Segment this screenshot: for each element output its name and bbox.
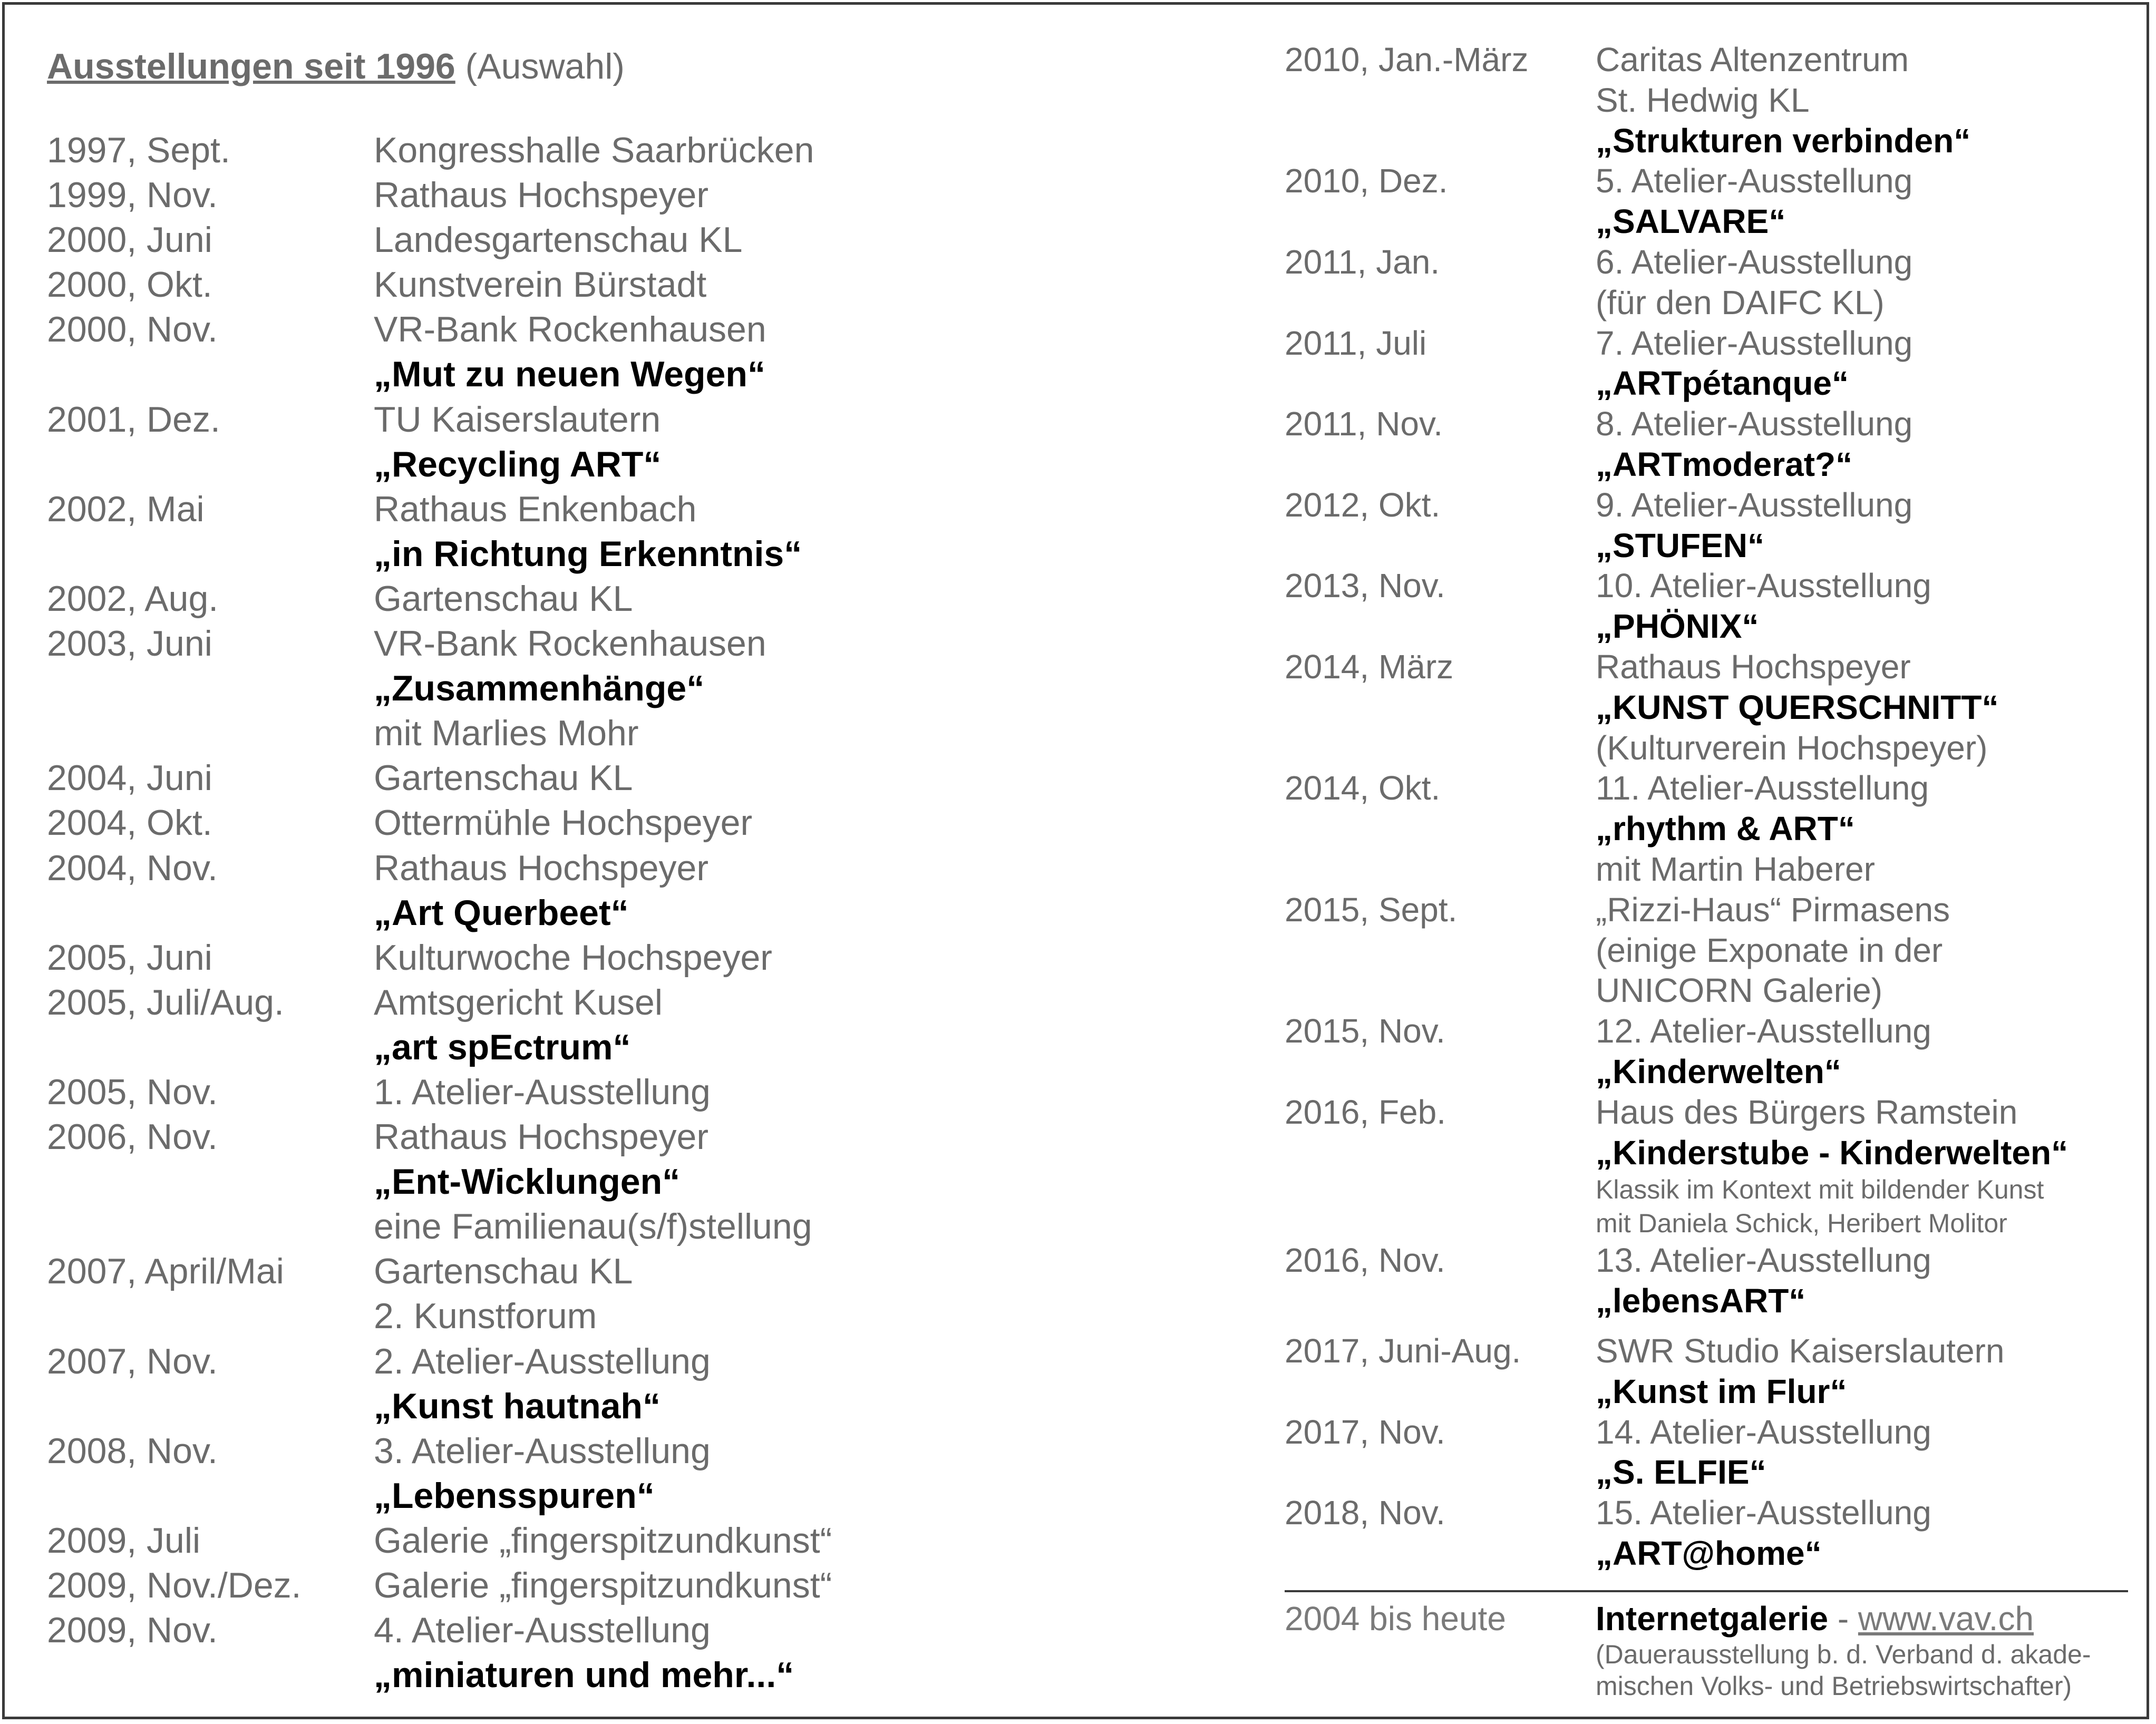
- exhibition-title: „KUNST QUERSCHNITT“: [1596, 688, 1999, 726]
- exhibition-title: „Ent-Wicklungen“: [374, 1162, 681, 1202]
- exhibition-entry: [1285, 1331, 2128, 1412]
- page-title: [47, 37, 625, 95]
- exhibition-entry: [47, 936, 911, 980]
- exhibition-title: „miniaturen und mehr...“: [374, 1655, 794, 1696]
- exhibition-list-left: [47, 128, 911, 1698]
- exhibition-entry: [47, 756, 911, 801]
- exhibition-venue: 2. Kunstforum: [374, 1296, 597, 1337]
- exhibition-details: [374, 173, 911, 218]
- exhibition-details: [374, 397, 911, 487]
- exhibition-entry: [47, 980, 911, 1070]
- exhibition-venue: St. Hedwig KL: [1596, 81, 1810, 119]
- exhibition-date: 2011, Juli: [1285, 324, 1427, 362]
- exhibition-entry: [47, 1563, 911, 1608]
- exhibition-entry: [1285, 161, 2128, 242]
- exhibition-date: 2009, Nov./Dez.: [47, 1565, 302, 1605]
- exhibition-entry: [47, 128, 911, 173]
- exhibition-date: 2006, Nov.: [47, 1117, 218, 1157]
- exhibition-date: 2015, Nov.: [1285, 1012, 1445, 1050]
- exhibition-venue: UNICORN Galerie): [1596, 971, 1883, 1010]
- footer-link[interactable]: www.vav.ch: [1858, 1600, 2034, 1638]
- internet-gallery-footer: [1285, 1590, 2128, 1702]
- exhibition-date: 2005, Nov.: [47, 1072, 218, 1112]
- exhibition-date: 2003, Juni: [47, 624, 212, 664]
- exhibition-details: [1596, 1240, 2128, 1321]
- exhibition-date: 2018, Nov.: [1285, 1494, 1445, 1532]
- exhibition-date: 2002, Aug.: [47, 578, 219, 619]
- exhibition-entry: [47, 218, 911, 262]
- exhibition-entry: [1285, 1011, 2128, 1092]
- exhibition-entry: [1285, 1412, 2128, 1493]
- exhibition-details: [1596, 404, 2128, 485]
- exhibition-venue: VR-Bank Rockenhausen: [374, 309, 766, 350]
- exhibition-venue: Rathaus Hochspeyer: [374, 175, 709, 216]
- exhibition-entry: [47, 173, 911, 218]
- exhibition-entry: [47, 1339, 911, 1429]
- footer-note-line-1: (Dauerausstellung b. d. Verband d. akade-: [1596, 1640, 2091, 1669]
- exhibition-entry: [1285, 768, 2128, 889]
- exhibition-details: [374, 1429, 911, 1518]
- exhibition-date: 2007, Nov.: [47, 1341, 218, 1381]
- exhibition-entry: [47, 621, 911, 756]
- exhibition-venue: Haus des Bürgers Ramstein: [1596, 1093, 2018, 1131]
- exhibition-details: [374, 1563, 911, 1608]
- exhibition-venue: Caritas Altenzentrum: [1596, 41, 1909, 79]
- exhibition-title: „Strukturen verbinden“: [1596, 121, 1971, 160]
- exhibition-title: „Zusammenhänge“: [374, 668, 705, 709]
- exhibition-venue: mit Martin Haberer: [1596, 850, 1875, 888]
- footer-content: [1596, 1599, 2091, 1702]
- exhibition-venue: VR-Bank Rockenhausen: [374, 624, 766, 664]
- title-underlined: Ausstellungen seit 1996: [47, 46, 455, 86]
- exhibition-date: 2011, Nov.: [1285, 405, 1443, 443]
- exhibition-venue: Landesgartenschau KL: [374, 220, 743, 260]
- exhibition-venue: Gartenschau KL: [374, 1251, 633, 1292]
- exhibition-details: [1596, 242, 2128, 323]
- exhibition-details: [1596, 1412, 2128, 1493]
- exhibition-venue: 6. Atelier-Ausstellung: [1596, 242, 1913, 281]
- exhibition-entry: [1285, 1240, 2128, 1321]
- exhibition-entry: [47, 1429, 911, 1518]
- exhibition-venue: 3. Atelier-Ausstellung: [374, 1430, 711, 1471]
- exhibition-details: [1596, 485, 2128, 566]
- exhibition-date: 2015, Sept.: [1285, 890, 1458, 929]
- exhibition-details: [1596, 647, 2128, 768]
- exhibition-venue: 9. Atelier-Ausstellung: [1596, 485, 1913, 524]
- exhibition-details: [374, 980, 911, 1070]
- exhibition-date: 2016, Feb.: [1285, 1093, 1446, 1131]
- exhibition-details: [374, 801, 911, 845]
- exhibition-venue: (einige Exponate in der: [1596, 931, 1943, 969]
- exhibition-title: „lebensART“: [1596, 1282, 1806, 1320]
- exhibition-date: 1997, Sept.: [47, 130, 230, 170]
- exhibition-date: 2008, Nov.: [47, 1430, 218, 1471]
- exhibition-details: [374, 128, 911, 173]
- exhibition-entry: [47, 1070, 911, 1115]
- exhibition-venue: 13. Atelier-Ausstellung: [1596, 1241, 1931, 1280]
- footer-title: [1596, 1599, 2091, 1639]
- exhibition-title: „Kunst hautnah“: [374, 1386, 661, 1426]
- exhibition-venue: TU Kaiserslautern: [374, 399, 661, 440]
- footer-separator: -: [1828, 1600, 1858, 1638]
- exhibition-title: „Kunst im Flur“: [1596, 1372, 1847, 1410]
- exhibition-date: 2005, Juni: [47, 937, 212, 978]
- exhibition-venue: mit Marlies Mohr: [374, 713, 639, 754]
- exhibition-date: 2000, Juni: [47, 220, 212, 260]
- exhibition-details: [374, 307, 911, 397]
- exhibition-venue: Galerie „fingerspitzundkunst“: [374, 1565, 832, 1605]
- exhibition-venue: 12. Atelier-Ausstellung: [1596, 1012, 1931, 1050]
- exhibition-entry: [47, 262, 911, 307]
- exhibition-title: „ARTmoderat?“: [1596, 445, 1853, 483]
- exhibition-title: „PHÖNIX“: [1596, 607, 1759, 646]
- exhibition-date: 2005, Juli/Aug.: [47, 982, 284, 1022]
- exhibition-entry: [1285, 242, 2128, 323]
- exhibition-venue: Gartenschau KL: [374, 578, 633, 619]
- exhibition-entry: [1285, 1092, 2128, 1241]
- exhibition-date: 2004, Okt.: [47, 803, 212, 843]
- exhibition-date: 1999, Nov.: [47, 175, 218, 216]
- document-frame: [2, 2, 2149, 1719]
- exhibition-details: [1596, 768, 2128, 889]
- exhibition-entry: [1285, 40, 2128, 161]
- exhibition-venue: 1. Atelier-Ausstellung: [374, 1072, 711, 1112]
- exhibition-title: „art spEctrum“: [374, 1027, 631, 1067]
- exhibition-venue: Ottermühle Hochspeyer: [374, 803, 753, 843]
- exhibition-details: [1596, 1331, 2128, 1412]
- exhibition-date: 2010, Jan.-März: [1285, 41, 1529, 79]
- exhibition-details: [374, 621, 911, 756]
- exhibition-date: 2000, Nov.: [47, 309, 218, 350]
- exhibition-venue: eine Familienau(s/f)stellung: [374, 1206, 812, 1247]
- exhibition-venue: Kongresshalle Saarbrücken: [374, 130, 814, 170]
- exhibition-entry: [47, 1249, 911, 1339]
- exhibition-entry: [47, 1115, 911, 1249]
- exhibition-title: „ART@home“: [1596, 1534, 1822, 1572]
- exhibition-details: [374, 218, 911, 262]
- exhibition-details: [374, 487, 911, 577]
- exhibition-venue: 15. Atelier-Ausstellung: [1596, 1494, 1931, 1532]
- exhibition-entry: [47, 801, 911, 845]
- exhibition-venue: 7. Atelier-Ausstellung: [1596, 324, 1913, 362]
- exhibition-date: 2014, März: [1285, 647, 1454, 686]
- exhibition-entry: [1285, 404, 2128, 485]
- footer-date: 2004 bis heute: [1285, 1600, 1506, 1638]
- exhibition-entry: [1285, 647, 2128, 768]
- exhibition-title: „in Richtung Erkenntnis“: [374, 533, 802, 574]
- exhibition-entry: [1285, 1493, 2128, 1574]
- exhibition-entry: [47, 577, 911, 621]
- exhibition-entry: [47, 307, 911, 397]
- exhibition-details: [374, 756, 911, 801]
- exhibition-details: [1596, 161, 2128, 242]
- exhibition-title: „Art Querbeet“: [374, 892, 629, 933]
- exhibition-venue: Rathaus Hochspeyer: [374, 848, 709, 888]
- exhibition-details: [374, 1249, 911, 1339]
- exhibition-title: „SALVARE“: [1596, 202, 1786, 241]
- exhibition-venue: mit Daniela Schick, Heribert Molitor: [1596, 1209, 2007, 1239]
- exhibition-venue: Amtsgericht Kusel: [374, 982, 663, 1022]
- exhibition-date: 2000, Okt.: [47, 265, 212, 305]
- exhibition-title: „Mut zu neuen Wegen“: [374, 354, 765, 395]
- exhibition-venue: Rathaus Enkenbach: [374, 489, 697, 529]
- exhibition-venue: 2. Atelier-Ausstellung: [374, 1341, 711, 1381]
- exhibition-title: „rhythm & ART“: [1596, 810, 1855, 848]
- exhibition-date: 2001, Dez.: [47, 399, 220, 440]
- exhibition-date: 2017, Juni-Aug.: [1285, 1331, 1521, 1370]
- spacer: [1285, 1321, 2128, 1331]
- exhibition-entry: [47, 1518, 911, 1563]
- exhibition-venue: 10. Atelier-Ausstellung: [1596, 567, 1931, 605]
- exhibition-details: [1596, 890, 2128, 1011]
- exhibition-entry: [1285, 323, 2128, 404]
- footer-note-line-2: mischen Volks- und Betriebswirtschafter): [1596, 1671, 2072, 1701]
- exhibition-venue: Gartenschau KL: [374, 758, 633, 798]
- exhibition-details: [374, 1518, 911, 1563]
- exhibition-details: [374, 1070, 911, 1115]
- exhibition-date: 2002, Mai: [47, 489, 205, 529]
- exhibition-date: 2010, Dez.: [1285, 162, 1448, 200]
- exhibition-venue: Rathaus Hochspeyer: [1596, 647, 1911, 686]
- exhibition-title: „ARTpétanque“: [1596, 364, 1849, 403]
- exhibition-date: 2013, Nov.: [1285, 567, 1445, 605]
- exhibition-date: 2011, Jan.: [1285, 242, 1440, 281]
- exhibition-entry: [1285, 485, 2128, 566]
- exhibition-details: [374, 1115, 911, 1249]
- exhibition-entry: [1285, 890, 2128, 1011]
- exhibition-details: [374, 1339, 911, 1429]
- exhibition-date: 2007, April/Mai: [47, 1251, 284, 1292]
- exhibition-entry: [47, 487, 911, 577]
- exhibition-details: [374, 1608, 911, 1698]
- exhibition-title: „STUFEN“: [1596, 526, 1764, 564]
- exhibition-title: „Kinderwelten“: [1596, 1052, 1841, 1090]
- exhibition-entry: [47, 846, 911, 936]
- exhibition-details: [1596, 1493, 2128, 1574]
- exhibition-details: [374, 577, 911, 621]
- exhibition-details: [374, 262, 911, 307]
- exhibition-date: 2004, Juni: [47, 758, 212, 798]
- exhibition-venue: 14. Atelier-Ausstellung: [1596, 1413, 1931, 1451]
- exhibition-venue: (Kulturverein Hochspeyer): [1596, 728, 1988, 767]
- exhibition-venue: 5. Atelier-Ausstellung: [1596, 162, 1913, 200]
- exhibition-entry: [1285, 566, 2128, 647]
- exhibition-venue: 11. Atelier-Ausstellung: [1596, 769, 1929, 807]
- exhibition-date: 2017, Nov.: [1285, 1413, 1445, 1451]
- exhibition-details: [374, 936, 911, 980]
- exhibition-details: [1596, 40, 2128, 161]
- exhibition-venue: Rathaus Hochspeyer: [374, 1117, 709, 1157]
- exhibition-date: 2009, Nov.: [47, 1610, 218, 1651]
- exhibition-list-right: [1285, 40, 2128, 1574]
- exhibition-title: „Lebensspuren“: [374, 1475, 655, 1516]
- exhibition-date: 2009, Juli: [47, 1520, 201, 1561]
- exhibition-entry: [47, 397, 911, 487]
- exhibition-title: „Kinderstube - Kinderwelten“: [1596, 1133, 2068, 1172]
- exhibition-venue: Kunstverein Bürstadt: [374, 265, 707, 305]
- title-suffix: (Auswahl): [455, 46, 625, 86]
- exhibition-venue: Galerie „fingerspitzundkunst“: [374, 1520, 832, 1561]
- exhibition-title: „Recycling ART“: [374, 444, 662, 484]
- exhibition-venue: 4. Atelier-Ausstellung: [374, 1610, 711, 1651]
- footer-title-label: Internetgalerie: [1596, 1600, 1829, 1638]
- exhibition-entry: [47, 1608, 911, 1698]
- exhibition-date: 2016, Nov.: [1285, 1241, 1445, 1280]
- exhibition-date: 2014, Okt.: [1285, 769, 1441, 807]
- exhibition-venue: SWR Studio Kaiserslautern: [1596, 1331, 2005, 1370]
- exhibition-date: 2012, Okt.: [1285, 485, 1441, 524]
- exhibition-details: [1596, 566, 2128, 647]
- exhibition-details: [1596, 1011, 2128, 1092]
- exhibition-details: [1596, 1092, 2128, 1241]
- exhibition-venue: (für den DAIFC KL): [1596, 283, 1885, 322]
- exhibition-venue: Klassik im Kontext mit bildender Kunst: [1596, 1175, 2044, 1205]
- exhibition-venue: „Rizzi-Haus“ Pirmasens: [1596, 890, 1950, 929]
- exhibition-details: [374, 846, 911, 936]
- exhibition-title: „S. ELFIE“: [1596, 1453, 1766, 1492]
- exhibition-details: [1596, 323, 2128, 404]
- exhibition-venue: Kulturwoche Hochspeyer: [374, 937, 772, 978]
- exhibition-venue: 8. Atelier-Ausstellung: [1596, 405, 1913, 443]
- exhibition-date: 2004, Nov.: [47, 848, 218, 888]
